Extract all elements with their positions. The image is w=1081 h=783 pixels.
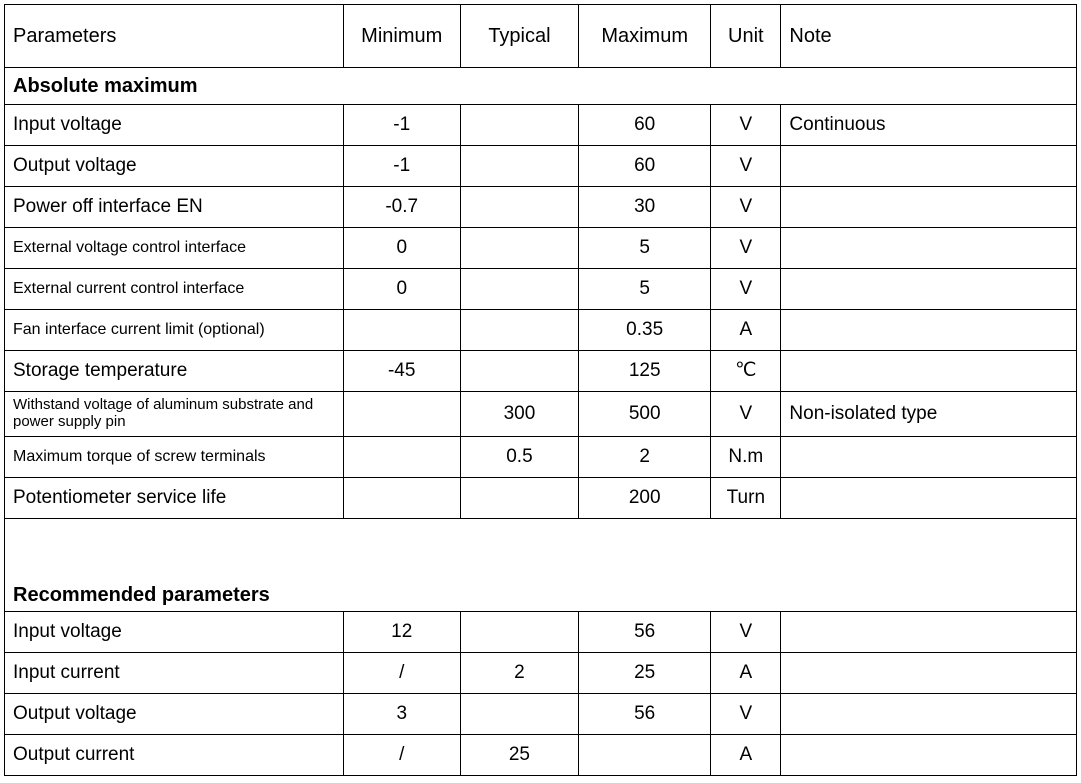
row-parameter: External voltage control interface	[5, 228, 344, 269]
row-typical	[460, 694, 578, 735]
table-row	[5, 437, 1077, 478]
row-unit: A	[711, 310, 781, 351]
row-typical	[460, 269, 578, 310]
row-minimum	[343, 478, 460, 519]
row-minimum: 3	[343, 694, 460, 735]
specification-sheet	[0, 4, 1081, 783]
row-parameter: Output voltage	[5, 146, 344, 187]
row-unit: V	[711, 612, 781, 653]
row-unit: A	[711, 735, 781, 776]
row-minimum: -1	[343, 146, 460, 187]
row-maximum: 56	[579, 612, 711, 653]
row-parameter: Input voltage	[5, 105, 344, 146]
table-row	[5, 478, 1077, 519]
section-title: Recommended parameters	[5, 519, 1077, 612]
row-note: Continuous	[781, 105, 1077, 146]
row-maximum: 5	[579, 269, 711, 310]
row-typical	[460, 228, 578, 269]
row-maximum: 30	[579, 187, 711, 228]
row-parameter: External current control interface	[5, 269, 344, 310]
row-parameter: Input voltage	[5, 612, 344, 653]
table-row	[5, 187, 1077, 228]
row-note	[781, 351, 1077, 392]
table-row	[5, 735, 1077, 776]
section-header-recommended-parameters	[5, 519, 1077, 612]
row-note	[781, 735, 1077, 776]
row-minimum: /	[343, 653, 460, 694]
row-parameter: Power off interface EN	[5, 187, 344, 228]
row-maximum: 2	[579, 437, 711, 478]
row-parameter: Withstand voltage of aluminum substrate and power supply pin	[5, 392, 344, 437]
table-row	[5, 105, 1077, 146]
table-row	[5, 694, 1077, 735]
row-typical	[460, 351, 578, 392]
row-note	[781, 269, 1077, 310]
row-typical	[460, 612, 578, 653]
row-unit: N.m	[711, 437, 781, 478]
row-typical	[460, 478, 578, 519]
row-maximum: 0.35	[579, 310, 711, 351]
row-parameter: Input current	[5, 653, 344, 694]
table-row	[5, 146, 1077, 187]
row-unit: V	[711, 269, 781, 310]
specification-table	[4, 4, 1077, 776]
row-parameter: Fan interface current limit (optional)	[5, 310, 344, 351]
table-row	[5, 269, 1077, 310]
row-note	[781, 612, 1077, 653]
row-maximum: 5	[579, 228, 711, 269]
row-minimum: -45	[343, 351, 460, 392]
row-minimum	[343, 310, 460, 351]
table-row	[5, 392, 1077, 437]
row-typical	[460, 146, 578, 187]
table-body	[5, 5, 1077, 776]
row-note	[781, 478, 1077, 519]
row-note	[781, 146, 1077, 187]
row-maximum: 25	[579, 653, 711, 694]
row-typical: 2	[460, 653, 578, 694]
row-unit: V	[711, 187, 781, 228]
row-note	[781, 437, 1077, 478]
row-unit: A	[711, 653, 781, 694]
row-typical	[460, 105, 578, 146]
column-header-note: Note	[781, 5, 1077, 68]
section-header-absolute-maximum	[5, 68, 1077, 105]
table-row	[5, 612, 1077, 653]
row-minimum: 0	[343, 269, 460, 310]
row-parameter: Storage temperature	[5, 351, 344, 392]
row-parameter: Output voltage	[5, 694, 344, 735]
row-typical: 300	[460, 392, 578, 437]
row-typical: 25	[460, 735, 578, 776]
row-maximum: 60	[579, 105, 711, 146]
row-unit: V	[711, 105, 781, 146]
row-unit: Turn	[711, 478, 781, 519]
row-maximum: 56	[579, 694, 711, 735]
table-row	[5, 351, 1077, 392]
row-note	[781, 187, 1077, 228]
row-maximum: 200	[579, 478, 711, 519]
row-unit: V	[711, 146, 781, 187]
row-minimum: /	[343, 735, 460, 776]
row-note	[781, 310, 1077, 351]
row-minimum	[343, 392, 460, 437]
row-minimum: -0.7	[343, 187, 460, 228]
row-note	[781, 653, 1077, 694]
table-row	[5, 653, 1077, 694]
column-header-parameters: Parameters	[5, 5, 344, 68]
column-header-minimum: Minimum	[343, 5, 460, 68]
row-minimum	[343, 437, 460, 478]
row-unit: ℃	[711, 351, 781, 392]
row-typical	[460, 310, 578, 351]
row-parameter: Potentiometer service life	[5, 478, 344, 519]
row-minimum: -1	[343, 105, 460, 146]
row-note: Non-isolated type	[781, 392, 1077, 437]
row-parameter: Maximum torque of screw terminals	[5, 437, 344, 478]
row-parameter: Output current	[5, 735, 344, 776]
row-unit: V	[711, 392, 781, 437]
column-header-maximum: Maximum	[579, 5, 711, 68]
row-maximum	[579, 735, 711, 776]
table-row	[5, 228, 1077, 269]
section-title: Absolute maximum	[5, 68, 1077, 105]
table-header-row	[5, 5, 1077, 68]
row-typical: 0.5	[460, 437, 578, 478]
row-unit: V	[711, 694, 781, 735]
row-maximum: 125	[579, 351, 711, 392]
row-maximum: 60	[579, 146, 711, 187]
column-header-unit: Unit	[711, 5, 781, 68]
row-maximum: 500	[579, 392, 711, 437]
row-unit: V	[711, 228, 781, 269]
row-note	[781, 694, 1077, 735]
row-note	[781, 228, 1077, 269]
row-typical	[460, 187, 578, 228]
column-header-typical: Typical	[460, 5, 578, 68]
row-minimum: 0	[343, 228, 460, 269]
table-row	[5, 310, 1077, 351]
row-minimum: 12	[343, 612, 460, 653]
